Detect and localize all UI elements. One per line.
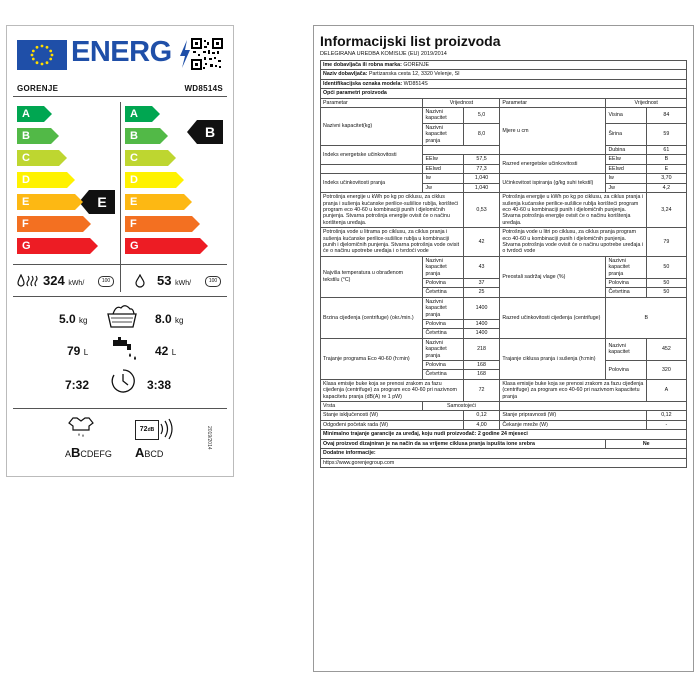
sheet-title: Informacijski list proizvoda: [320, 33, 501, 49]
table-row: Indeks učinkovitosti pranja Iw 1,040 Učinkovitost ispiranja (g/kg suhi tekstil) Iw 3,70: [321, 174, 687, 183]
energy-class-bar-b: B: [125, 128, 160, 144]
qr-code-icon: [191, 38, 223, 70]
washdry-class-marker: E: [89, 190, 115, 214]
duration-washdry: 7:32: [65, 378, 90, 392]
table-row: Ovaj proizvod dizajniran je na način da sa vrijeme ciklusa pranja ispušta ione srebra Ne: [321, 439, 687, 448]
washing-class-marker: B: [197, 120, 223, 144]
divider: [13, 264, 227, 265]
washing-kwh: 53 kWh/: [157, 273, 192, 288]
table-row: Trajanje programa Eco 40-60 (h:min) Nazivni kapacitet pranja 218 Trajanje ciklusa pranja i sušenja (h:min) Nazivni kapacitet 452: [321, 338, 687, 360]
energy-class-bar-g: G: [125, 238, 200, 254]
cycles-badge: 100: [98, 276, 114, 287]
product-info-sheet: [313, 25, 694, 672]
brand-name: GORENJE: [17, 84, 59, 93]
capacity-washing: 8.0 kg: [155, 312, 184, 326]
table-row: [321, 458, 687, 467]
capacity-washdry: 5.0 kg: [59, 312, 88, 326]
table-row: Potrošnja vode u litrama po ciklusu, za ciklus pranja i sušenja kućanske perilice-sušilice rublja u kombinaciji punih i djelomičnih punjenja. Stvarna potrošnja vode ovisit će o načinu upotrebe uređaja i o tvrdoći vode 42 Potrošnja vode u litri po ciklusu, za ciklus pranja program eco 40-60 u kombinaciji punih i djelomičnih punjenja. Stvarna potrošnja vode ovisit će o načinu upotrebe uređaja i o tvrdoći vode 79: [321, 228, 687, 257]
table-row: Polovina 168 Polovina 320: [321, 361, 687, 370]
table-row: Odgođeni početak rada (W) 4,00 Čekanje mreže (W) -: [321, 420, 687, 429]
table-row: Nazivni kapacitet(kg) Nazivni kapacitet 5,0 Mjere u cm Visina 84: [321, 108, 687, 124]
table-row: Četvrtina 25 Četvrtina 50: [321, 288, 687, 297]
energy-class-bar-a: A: [17, 106, 44, 122]
table-row: Ime dobavljača ili robna marka: GORENJE: [321, 61, 687, 70]
spin-drying-icon: [67, 416, 95, 440]
table-row: Naziv dobavljača: Partizanska cesta 12, 3320 Velenje, SI: [321, 70, 687, 79]
sound-waves-icon: [159, 418, 173, 440]
energy-class-bar-f: F: [17, 216, 83, 232]
product-info-table: [320, 60, 687, 468]
energy-class-bar-g: G: [17, 238, 90, 254]
table-row: Dodatne informacije:: [321, 449, 687, 458]
energy-class-bar-b: B: [17, 128, 51, 144]
divider: [13, 296, 227, 297]
clock-icon: [110, 368, 136, 394]
water-drop-heat-icon: [17, 274, 41, 288]
eu-flag-icon: [17, 40, 67, 70]
water-washdry: 79 L: [67, 344, 89, 358]
energy-class-bar-a: A: [125, 106, 152, 122]
energy-class-bar-d: D: [125, 172, 176, 188]
divider: [120, 270, 121, 292]
table-row: Četvrtina 1400: [321, 329, 687, 338]
energy-label: [6, 25, 234, 477]
divider: [13, 408, 227, 409]
energy-class-bar-d: D: [17, 172, 67, 188]
sheet-subtitle: DELEGIRANA UREDBA KOMISIJE (EU) 2019/2014: [320, 51, 447, 57]
noise-class-scale: ABCD: [135, 445, 164, 460]
table-row: Klasa emisije buke koja se prenosi zrakom za fazu cijeđenja (centrifuge) za program eco 40-60 pri nazivnom kapacitetu pranja (dB(A) re 1 pW) 72 Klasa emisije buke koja se prenosi zrakom za fazu cijeđenja (centrifuge) za program eco 40-60 pri nazivnom kapacitetu pranja A: [321, 379, 687, 401]
table-row: Najviša temperatura u obrađenom tekstilu (°C) Nazivni kapacitet pranja 43 Preostali sadržaj vlage (%) Nazivni kapacitet pranja 50: [321, 256, 687, 278]
table-row: Minimalno trajanje garancije za uređaj, koju nudi proizvođač: 2 godine 24 mjeseci: [321, 430, 687, 439]
regulation-code: 2019/2014: [206, 426, 212, 450]
cycles-badge: 100: [205, 276, 221, 287]
table-row: Polovina 37 Polovina 50: [321, 278, 687, 287]
table-row: Četvrtina 168: [321, 370, 687, 379]
table-row: EEIwd 77,3 EEIwd E: [321, 164, 687, 173]
table-row: EEIw 57,5 Razred energetske učinkovitosti EEIw B: [321, 155, 687, 164]
spin-class-scale: ABCDEFG: [65, 445, 112, 460]
website-link: https://www.gorenjegroup.com: [321, 458, 687, 467]
washdry-kwh: 324 kWh/: [43, 273, 85, 288]
water-drop-icon: [135, 274, 145, 288]
laundry-basket-icon: [105, 304, 139, 328]
table-row: Opći parametri proizvoda: [321, 89, 687, 98]
water-tap-icon: [109, 336, 139, 362]
table-row: Identifikacijska oznaka modela: WD8514S: [321, 79, 687, 88]
table-row: Parametar Vrijednost Parametar Vrijednost: [321, 98, 687, 107]
duration-washing: 3:38: [147, 378, 172, 392]
table-row: Jw 1,040 Jw 4,2: [321, 183, 687, 192]
table-row: Indeks energetske učinkovitosti Dubina 61: [321, 146, 687, 155]
table-row: Potrošnja energije u kWh po kg po ciklusu, za ciklus pranja i sušenja kućanske perilice-sušilice rublja, korišteći program eco 40-60 u kombinaciji punih i djelomičnih punjenja. Stvarna potrošnja energije ovisit će o načinu korištenja uređaja. 0,53 Potrošnja energije u kWh po kg po ciklusu, za ciklus pranja i sušenja kućanske perilice-sušilice rublja korišteći program eco 40-60 u kombinaciji punih i djelomičnih punjenja. Stvarna potrošnja energije ovisit će o načinu korištenja uređaja. 3,24: [321, 193, 687, 228]
table-row: Vrsta Samostojeći: [321, 402, 687, 411]
table-row: Brzina cijeđenja (centrifuge) (okr./min.) Nazivni kapacitet pranja 1400 Razred učinkovitosti cijeđenja (centrifuge) B: [321, 297, 687, 319]
energy-class-bar-f: F: [125, 216, 192, 232]
water-washing: 42 L: [155, 344, 177, 358]
energy-class-bar-c: C: [125, 150, 168, 166]
table-row: Stanje isključenosti (W) 0,12 Stanje pripravnosti (W) 0,12: [321, 411, 687, 420]
divider: [13, 96, 227, 97]
divider: [120, 102, 121, 286]
energy-class-bar-e: E: [125, 194, 184, 210]
model-id: WD8514S: [184, 84, 223, 93]
noise-level-box: 72dB: [135, 420, 159, 440]
energy-word: ENERG: [71, 36, 172, 68]
energy-class-bar-c: C: [17, 150, 59, 166]
table-row: Polovina 1400: [321, 320, 687, 329]
lightning-icon: [179, 40, 191, 68]
energy-class-bar-e: E: [17, 194, 75, 210]
table-row: Nazivni kapacitet pranja 8,0 Širina 59: [321, 123, 687, 145]
